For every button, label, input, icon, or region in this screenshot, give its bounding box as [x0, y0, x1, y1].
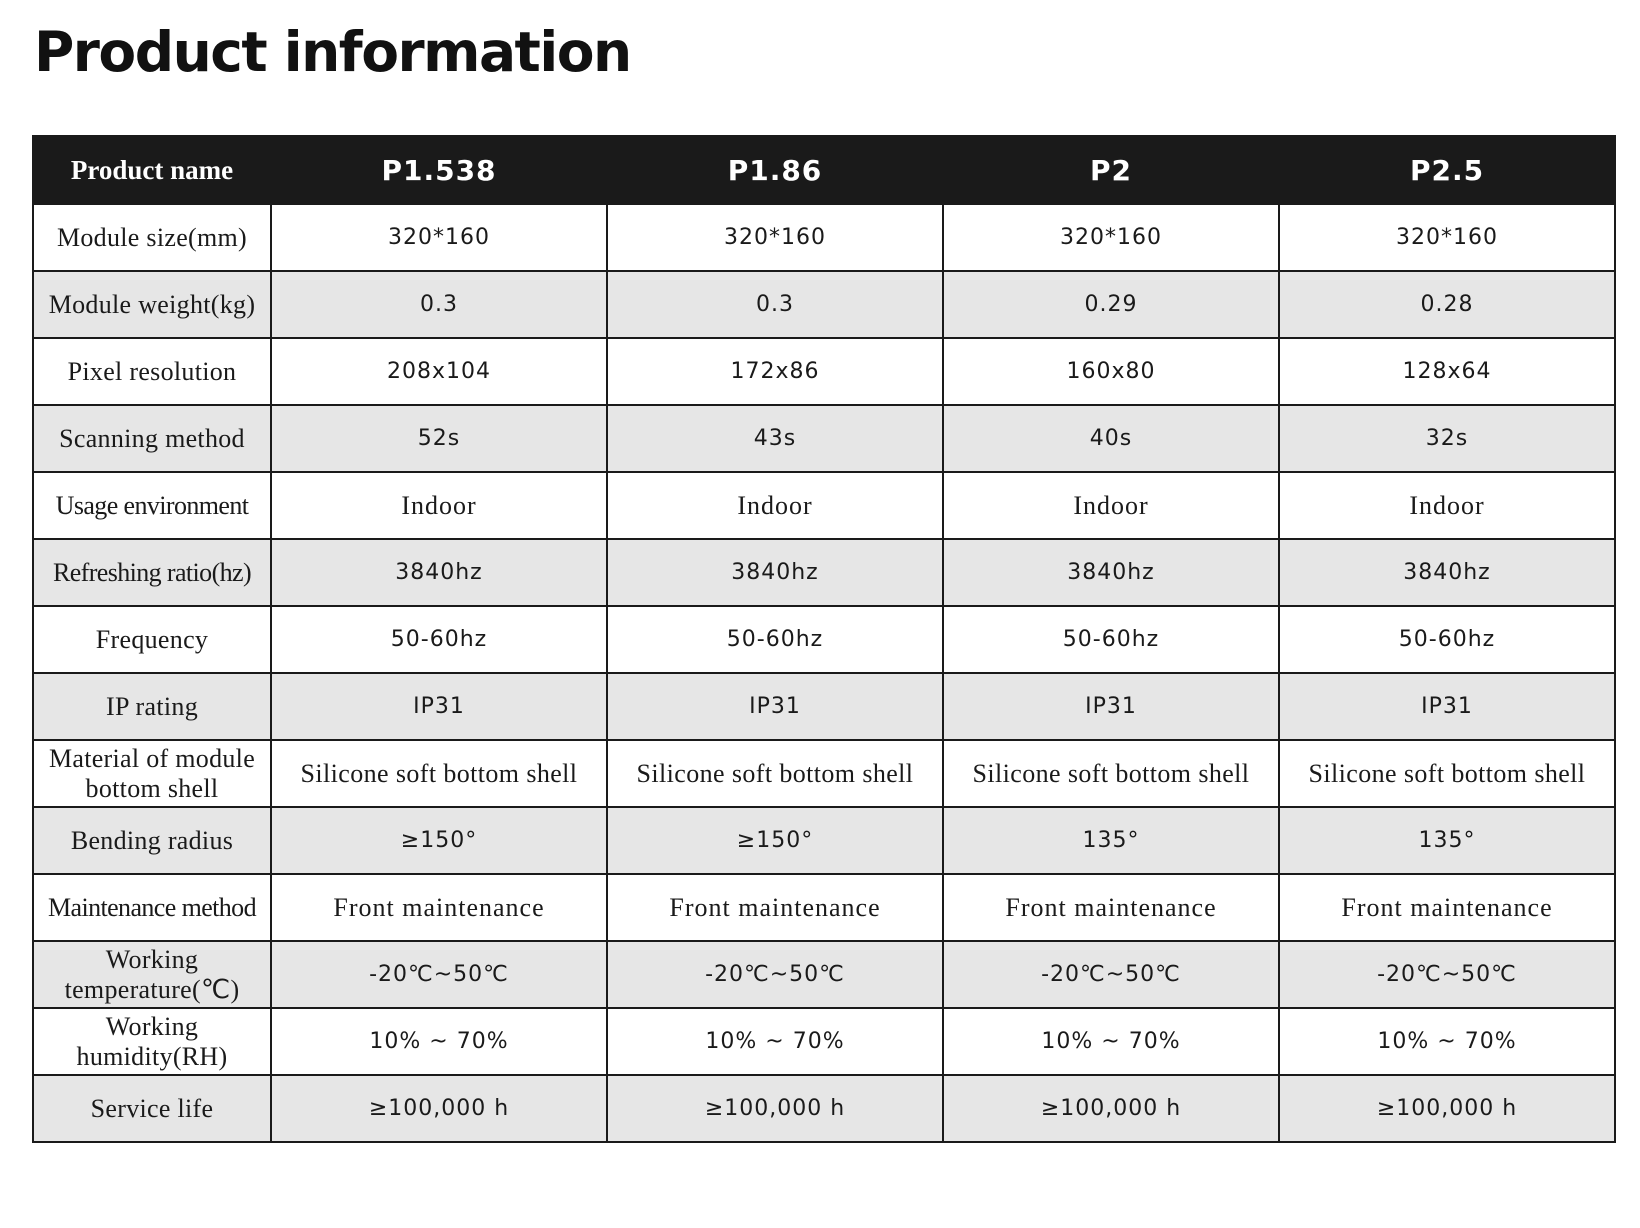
- row-label: Module size(mm): [33, 204, 271, 271]
- header-model: P2: [943, 136, 1279, 204]
- table-cell: 10% ~ 70%: [1279, 1008, 1615, 1075]
- table-cell: ≥100,000 h: [607, 1075, 943, 1142]
- table-cell: 10% ~ 70%: [607, 1008, 943, 1075]
- row-label: Working humidity(RH): [33, 1008, 271, 1075]
- table-cell: Indoor: [271, 472, 607, 539]
- header-model: P1.538: [271, 136, 607, 204]
- table-cell: ≥100,000 h: [943, 1075, 1279, 1142]
- table-cell: 10% ~ 70%: [271, 1008, 607, 1075]
- table-row: [33, 606, 1615, 673]
- table-cell: 3840hz: [607, 539, 943, 606]
- table-cell: 160x80: [943, 338, 1279, 405]
- row-label: Maintenance method: [33, 874, 271, 941]
- table-cell: 50-60hz: [943, 606, 1279, 673]
- table-cell: 320*160: [1279, 204, 1615, 271]
- table-cell: -20℃~50℃: [271, 941, 607, 1008]
- table-cell: 52s: [271, 405, 607, 472]
- table-cell: 3840hz: [943, 539, 1279, 606]
- table-cell: IP31: [1279, 673, 1615, 740]
- table-cell: 0.3: [607, 271, 943, 338]
- table-cell: IP31: [271, 673, 607, 740]
- table-row: [33, 472, 1615, 539]
- table-cell: Indoor: [607, 472, 943, 539]
- table-row: [33, 271, 1615, 338]
- table-cell: 320*160: [271, 204, 607, 271]
- header-model: P2.5: [1279, 136, 1615, 204]
- table-cell: Front maintenance: [607, 874, 943, 941]
- table-cell: Front maintenance: [271, 874, 607, 941]
- table-cell: Indoor: [1279, 472, 1615, 539]
- table-cell: 208x104: [271, 338, 607, 405]
- table-row: [33, 1008, 1615, 1075]
- page-title: Product information: [34, 20, 631, 84]
- table-cell: 0.28: [1279, 271, 1615, 338]
- table-cell: Silicone soft bottom shell: [943, 740, 1279, 807]
- table-cell: 128x64: [1279, 338, 1615, 405]
- table-row: [33, 1075, 1615, 1142]
- table-cell: 43s: [607, 405, 943, 472]
- table-cell: ≥100,000 h: [271, 1075, 607, 1142]
- table-cell: 10% ~ 70%: [943, 1008, 1279, 1075]
- table-cell: 135°: [1279, 807, 1615, 874]
- row-label: Service life: [33, 1075, 271, 1142]
- table-row: [33, 673, 1615, 740]
- table-cell: 40s: [943, 405, 1279, 472]
- row-label: Working temperature(℃): [33, 941, 271, 1008]
- row-label: Usage environment: [33, 472, 271, 539]
- table-cell: Silicone soft bottom shell: [271, 740, 607, 807]
- table-cell: Silicone soft bottom shell: [1279, 740, 1615, 807]
- table-row: [33, 539, 1615, 606]
- table-cell: -20℃~50℃: [607, 941, 943, 1008]
- table-cell: 50-60hz: [271, 606, 607, 673]
- table-cell: 3840hz: [271, 539, 607, 606]
- table-row: [33, 941, 1615, 1008]
- table-cell: ≥150°: [271, 807, 607, 874]
- table-cell: IP31: [943, 673, 1279, 740]
- row-label: Pixel resolution: [33, 338, 271, 405]
- table-cell: 32s: [1279, 405, 1615, 472]
- table-row: [33, 740, 1615, 807]
- table-cell: Indoor: [943, 472, 1279, 539]
- table-cell: 3840hz: [1279, 539, 1615, 606]
- table-cell: 172x86: [607, 338, 943, 405]
- row-label: Material of module bottom shell: [33, 740, 271, 807]
- header-product-name: Product name: [33, 136, 271, 204]
- table-cell: 50-60hz: [607, 606, 943, 673]
- header-model: P1.86: [607, 136, 943, 204]
- product-spec-table: [32, 135, 1616, 1143]
- table-cell: Front maintenance: [1279, 874, 1615, 941]
- row-label: IP rating: [33, 673, 271, 740]
- table-cell: Silicone soft bottom shell: [607, 740, 943, 807]
- table-cell: 50-60hz: [1279, 606, 1615, 673]
- table-cell: -20℃~50℃: [1279, 941, 1615, 1008]
- table-cell: -20℃~50℃: [943, 941, 1279, 1008]
- table-cell: IP31: [607, 673, 943, 740]
- header-row: [33, 136, 1615, 204]
- table-cell: 0.29: [943, 271, 1279, 338]
- table-cell: Front maintenance: [943, 874, 1279, 941]
- table-cell: ≥100,000 h: [1279, 1075, 1615, 1142]
- table-row: [33, 204, 1615, 271]
- row-label: Scanning method: [33, 405, 271, 472]
- table-row: [33, 807, 1615, 874]
- table-cell: 320*160: [943, 204, 1279, 271]
- table-cell: ≥150°: [607, 807, 943, 874]
- table-row: [33, 405, 1615, 472]
- row-label: Refreshing ratio(hz): [33, 539, 271, 606]
- table-cell: 135°: [943, 807, 1279, 874]
- row-label: Frequency: [33, 606, 271, 673]
- table-cell: 0.3: [271, 271, 607, 338]
- table-row: [33, 874, 1615, 941]
- row-label: Bending radius: [33, 807, 271, 874]
- table-cell: 320*160: [607, 204, 943, 271]
- row-label: Module weight(kg): [33, 271, 271, 338]
- table-row: [33, 338, 1615, 405]
